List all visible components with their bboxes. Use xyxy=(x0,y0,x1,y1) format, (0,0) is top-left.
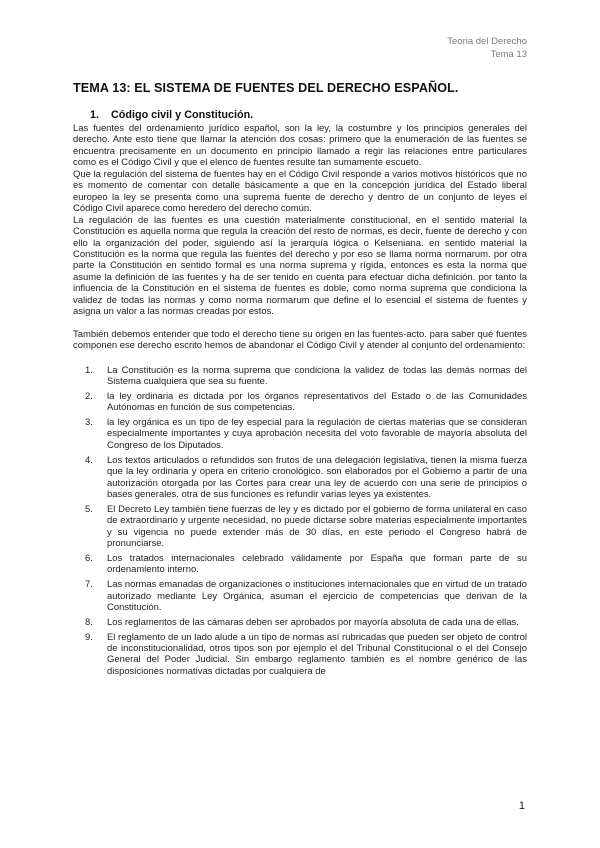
list-item-text: Los tratados internacionales celebrado válidamente por España que forman parte de su ordenamiento interno. xyxy=(107,552,527,576)
list-item xyxy=(73,391,527,414)
list-item-number: 7. xyxy=(85,579,93,591)
header-topic: Tema 13 xyxy=(490,48,527,60)
page-number: 1 xyxy=(518,800,525,812)
list-item-text: Los textos articulados o refundidos son frutos de una delegación legislativa, tienen la misma fuerza que la ley ordinaria y opera en criterio cronológico. son elaborados por el Gobierno a partir de una autorización otorgada por las Cortes para crear una ley de acuerdo con una serie de principios o bases generales. otra de sus funciones es refundir varias leyes ya existentes. xyxy=(107,454,527,501)
list-item-number: 2. xyxy=(85,390,93,402)
list-item-number: 1. xyxy=(85,364,93,376)
list-item xyxy=(73,455,527,501)
list-item xyxy=(73,579,527,613)
list-item-number: 6. xyxy=(85,552,93,564)
list-item-text: la ley orgánica es un tipo de ley especial para la regulación de ciertas materias que se consideran especialmente importantes y cuya aprobación necesita del voto favorable de mayoría absoluta del Congreso de los Diputados. xyxy=(107,417,527,451)
document-title: TEMA 13: EL SISTEMA DE FUENTES DEL DERECHO ESPAÑOL. xyxy=(73,81,459,95)
sources-list xyxy=(73,365,527,678)
paragraph: La regulación de las fuentes es una cuestión materialmente constitucional, en el sentido material la Constitución es aquella norma que regula la creación del resto de normas, es decir, fuente de derecho y con ello la organización del poder, siguiendo así la jerarquía lógica o Kelseniana. en sentido material la Constitución es la norma que regula las fuentes del derecho y por eso se llama norma normarum. por otra parte la Constitución en sentido formal es una norma suprema y rígida, entonces es esta la norma que asume la definición de las fuentes y ha de ser tenido en cuenta para efectuar dicha definición. por tanto la influencia de la Constitución en el sistema de fuentes es doble, como norma suprema que condiciona la validez de todas las normas y como norma normarum que define el lo esencial el sistema de fuentes y asigna un valor a las normas creadas por estos. xyxy=(73,214,527,318)
section-title: Código civil y Constitución. xyxy=(111,109,254,121)
section-heading xyxy=(90,109,253,121)
list-item-text: Los reglamentos de las cámaras deben ser aprobados por mayoría absoluta de cada una de ellas. xyxy=(107,616,519,628)
list-item-text: Las normas emanadas de organizaciones o instituciones internacionales que en virtud de un tratado autorizado mediante Ley Orgánica, asuman el ejercicio de competencias que derivan de la Constitución. xyxy=(107,579,527,613)
list-item-number: 5. xyxy=(85,503,93,515)
list-item-text: La Constitución es la norma suprema que condiciona la validez de todas las demás normas del Sistema cualquiera que sea su fuente. xyxy=(107,364,527,388)
list-item-text: El Decreto Ley también tiene fuerzas de ley y es dictado por el gobierno de forma unilateral en caso de extraordinario y urgente necesidad, no puede dictarse sobre materias especialmente importantes y su vigencia no puede extender más de 30 días, en este periodo el Congreso habrá de pronunciarse. xyxy=(107,503,527,550)
section-number: 1. xyxy=(90,109,100,121)
list-intro: También debemos entender que todo el derecho tiene su origen en las fuentes-acto. para saber qué fuentes componen ese derecho escrito hemos de abandonar el Código Civil y atender al conjunto del ordenamiento: xyxy=(73,328,527,352)
header-subject: Teoria del Derecho xyxy=(447,36,527,47)
list-item xyxy=(73,504,527,550)
paragraph: Que la regulación del sistema de fuentes hay en el Código Civil responde a varios motivos históricos que no es momento de comentar con detalle básicamente a que en la concepción jurídica del Estado liberal europeo la ley se presenta como una suprema fuente de derecho y dentro de un conjunto de leyes el Código Civil aparece como heredero del derecho común. xyxy=(73,168,527,215)
body-text xyxy=(73,123,527,681)
list-item xyxy=(73,365,527,388)
list-item-text: El reglamento de un lado alude a un tipo de normas así rubricadas que pueden ser objeto de control de inconstitucionalidad, otros tipos son por ejemplo el del Tribunal Constitucional o el del Consejo General del Poder Judicial. Sin embargo reglamento también es el nombre genérico de las disposiciones normativas dictadas por cualquiera de xyxy=(107,631,527,677)
list-item xyxy=(73,417,527,451)
paragraph: Las fuentes del ordenamiento jurídico español, son la ley, la costumbre y los principios generales del derecho. Ante esto tiene que llamar la atención dos cosas: primero que la enumeración de las fuentes se encuentra precisamente en un documento en principio llamado a regir las relaciones entre particulares como es el Código Civil y que el elenco de fuentes resulte tan sumamente escueto. xyxy=(73,123,527,169)
list-item-number: 4. xyxy=(85,454,93,466)
running-header xyxy=(447,36,527,61)
list-item-number: 9. xyxy=(85,631,93,643)
list-item-text: la ley ordinaria es dictada por los órganos representativos del Estado o de las Comunidades Autónomas en función de sus competencias. xyxy=(107,390,527,414)
list-item xyxy=(73,632,527,678)
list-item xyxy=(73,553,527,576)
list-item xyxy=(73,617,527,628)
list-item-number: 8. xyxy=(85,616,93,628)
list-item-number: 3. xyxy=(85,417,93,429)
